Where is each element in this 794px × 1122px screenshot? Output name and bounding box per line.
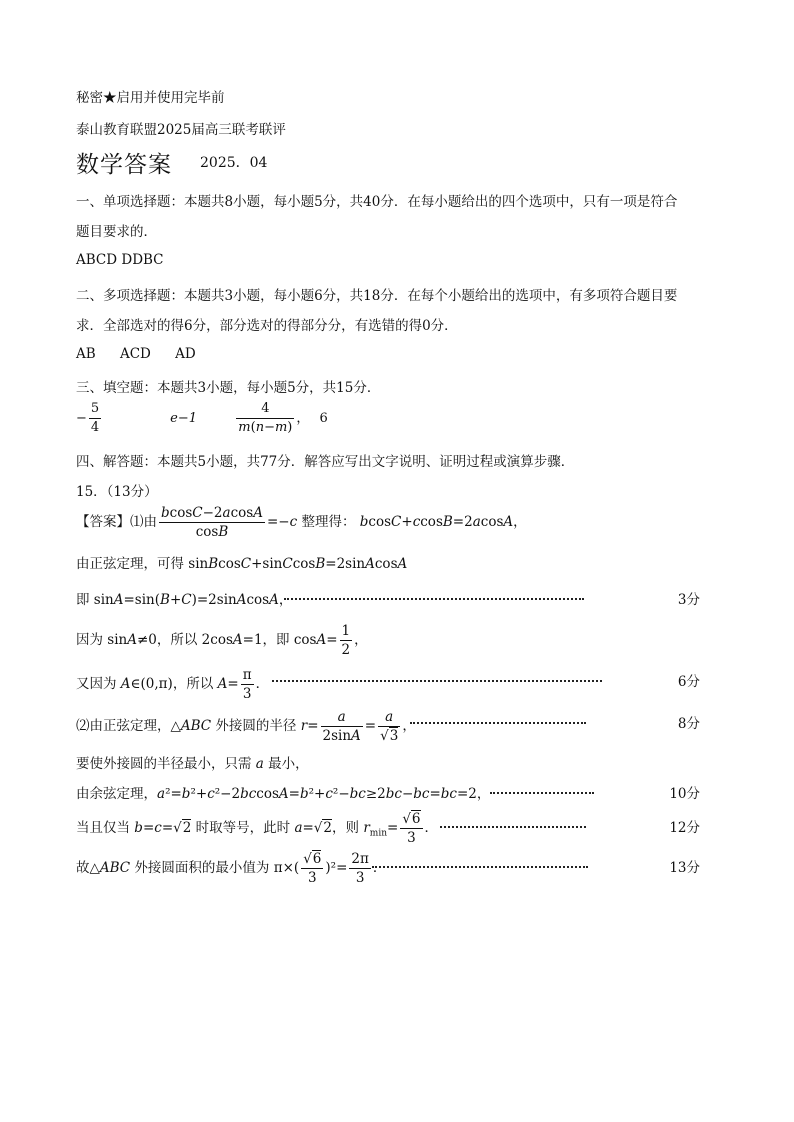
page-title: 数学答案 bbox=[76, 152, 172, 178]
section2-desc-line2: 求．全部选对的得6分，部分选对的得部分分，有选错的得0分． bbox=[76, 318, 458, 334]
score-mark-12: 12分 bbox=[669, 820, 700, 836]
answer-9: AB bbox=[76, 346, 96, 362]
section2-desc-line1: 二、多项选择题：本题共3小题，每小题6分，共18分．在每个小题给出的选项中，有多项符合题目要 bbox=[76, 288, 678, 304]
section3-answers: − $\frac{5}{4}$ e−1 $\frac{4}{m(n-m)}$ ， 6 bbox=[76, 401, 328, 435]
solution-step-3: 即 sinA=sin(B+C)=2sinAcosA， bbox=[76, 592, 293, 608]
solution-step-5: 又因为 A∈(0,π)，所以 A= $\frac{\pi}{3}$ ． bbox=[76, 667, 270, 702]
score-mark-3: 3分 bbox=[677, 592, 700, 608]
solution-step-2: 由正弦定理，可得 sinBcosC+sinCcosB=2sinAcosA bbox=[76, 556, 408, 572]
answer-10: ACD bbox=[119, 346, 151, 362]
answer-11: AD bbox=[175, 346, 196, 362]
solution-step-1: 【答案】⑴由 $\frac{bcosC-2acosA}{\cos B}$ =−c 整理得： bcosC+ccosB=2acosA， bbox=[76, 505, 527, 540]
leader-dots bbox=[272, 680, 602, 682]
solution-step-9: 当且仅当 b=c=√2 时取等号，此时 a=√2，则 $r_{min}=$ $\frac{√6}{3}$ ． bbox=[76, 811, 439, 846]
leader-dots bbox=[410, 722, 586, 724]
solution-step-4: 因为 sinA≠0，所以 2cosA=1，即 cosA= $\frac{1}{2}$ ， bbox=[76, 623, 368, 658]
section4-desc: 四、解答题：本题共5小题，共77分．解答应写出文字说明、证明过程或演算步骤． bbox=[76, 454, 575, 470]
answer-13: e−1 bbox=[170, 411, 197, 426]
org-label: 泰山教育联盟2025届高三联考联评 bbox=[76, 122, 286, 138]
score-mark-13: 13分 bbox=[669, 860, 700, 876]
question-15-header: 15．（13分） bbox=[76, 484, 158, 500]
section1-desc-line2: 题目要求的． bbox=[76, 224, 157, 240]
secret-label: 秘密★启用并使用完毕前 bbox=[76, 90, 225, 106]
solution-step-7: 要使外接圆的半径最小，只需 a 最小， bbox=[76, 756, 309, 772]
section3-desc: 三、填空题：本题共3小题，每小题5分，共15分． bbox=[76, 380, 381, 396]
leader-dots bbox=[490, 792, 594, 794]
leader-dots bbox=[440, 826, 586, 828]
score-mark-10: 10分 bbox=[669, 786, 700, 802]
score-mark-8: 8分 bbox=[677, 716, 700, 732]
leader-dots bbox=[284, 598, 584, 600]
section2-answers bbox=[76, 346, 196, 362]
solution-step-10: 故△ABC 外接圆面积的最小值为 π×( $\frac{√6}{3}$ )²= $\frac{2\pi}{3}$ ． bbox=[76, 851, 387, 886]
leader-dots bbox=[372, 866, 588, 868]
solution-step-8: 由余弦定理，a²=b²+c²−2bccosA=b²+c²−bc≥2bc−bc=bc=2， bbox=[76, 786, 491, 802]
score-mark-6: 6分 bbox=[677, 674, 700, 690]
answer-14b: 6 bbox=[319, 411, 328, 426]
exam-date: 2025．04 bbox=[200, 155, 268, 171]
answer-12: − $\frac{5}{4}$ bbox=[76, 401, 100, 435]
solution-step-6: ⑵由正弦定理，△ABC 外接圆的半径 r= $\frac{a}{2\sin A}$ = $\frac{a}{√3}$ ， bbox=[76, 709, 416, 744]
section1-answers: ABCD DDBC bbox=[76, 252, 164, 268]
answer-14-frac: $\frac{4}{m(n-m)}$ bbox=[238, 401, 293, 435]
section1-desc-line1: 一、单项选择题：本题共8小题，每小题5分，共40分．在每小题给出的四个选项中，只有一项是符合 bbox=[76, 194, 678, 210]
